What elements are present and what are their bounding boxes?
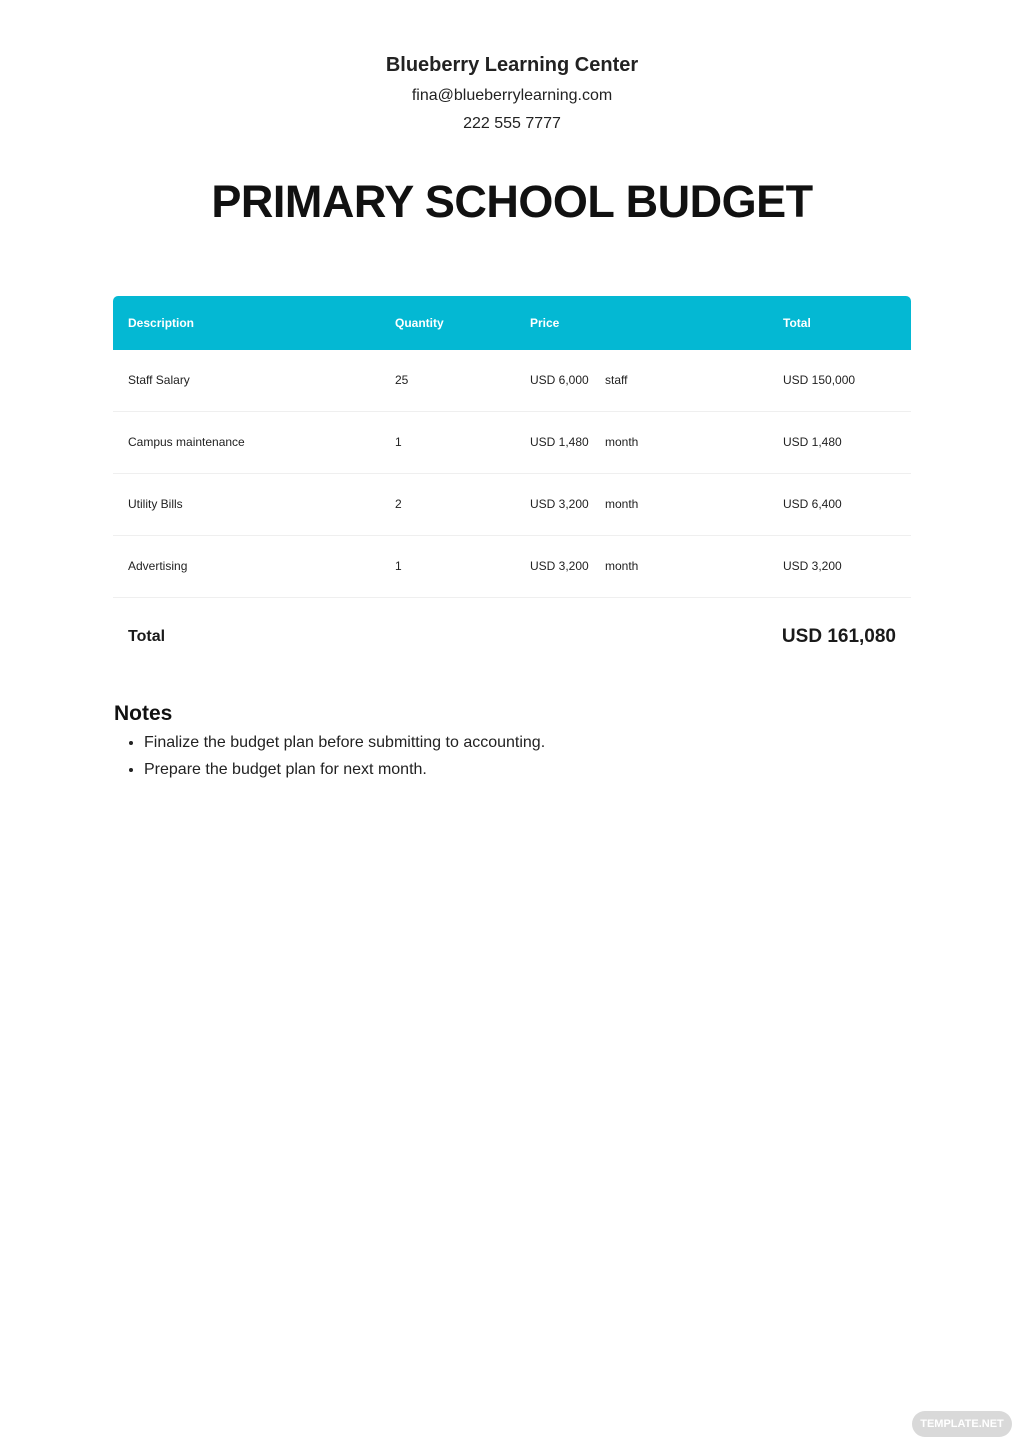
table-row <box>113 412 911 474</box>
note-item: • Prepare the budget plan for next month. <box>144 761 545 779</box>
column-header-description: Description <box>128 316 195 330</box>
cell-unit: month <box>605 497 639 511</box>
column-header-total: Total <box>783 316 811 330</box>
total-row <box>113 598 911 678</box>
notes-section <box>114 702 545 788</box>
total-value: USD 161,080 <box>781 626 896 647</box>
document-title: PRIMARY SCHOOL BUDGET <box>211 176 813 227</box>
table-row <box>113 350 911 412</box>
organization-email: fina@blueberrylearning.com <box>411 87 613 104</box>
organization-phone: 222 555 7777 <box>463 115 561 132</box>
organization-name: Blueberry Learning Center <box>385 54 639 76</box>
cell-description: Staff Salary <box>128 373 190 387</box>
cell-total: USD 6,400 <box>783 497 842 511</box>
column-header-quantity: Quantity <box>395 316 444 330</box>
note-item: • Finalize the budget plan before submitting to accounting. <box>144 734 545 752</box>
table-row <box>113 474 911 536</box>
notes-list <box>114 734 545 779</box>
cell-unit: month <box>605 559 639 573</box>
cell-description: Campus maintenance <box>128 435 245 449</box>
cell-quantity: 25 <box>395 373 409 387</box>
cell-price: USD 3,200 <box>530 559 589 573</box>
cell-price: USD 6,000 <box>530 373 589 387</box>
cell-unit: staff <box>605 373 628 387</box>
cell-unit: month <box>605 435 639 449</box>
watermark-badge: TEMPLATE.NET <box>912 1411 1012 1437</box>
column-header-price: Price <box>530 316 560 330</box>
total-label: Total <box>128 628 166 645</box>
notes-heading: Notes <box>114 702 173 725</box>
table-row <box>113 536 911 598</box>
cell-quantity: 1 <box>395 559 402 573</box>
cell-quantity: 1 <box>395 435 402 449</box>
table-header <box>113 296 911 350</box>
cell-total: USD 3,200 <box>783 559 842 573</box>
cell-total: USD 150,000 <box>783 373 856 387</box>
cell-total: USD 1,480 <box>783 435 842 449</box>
cell-description: Utility Bills <box>128 497 183 511</box>
cell-quantity: 2 <box>395 497 402 511</box>
cell-price: USD 1,480 <box>530 435 589 449</box>
budget-table <box>113 296 911 678</box>
cell-description: Advertising <box>128 559 188 573</box>
cell-price: USD 3,200 <box>530 497 589 511</box>
